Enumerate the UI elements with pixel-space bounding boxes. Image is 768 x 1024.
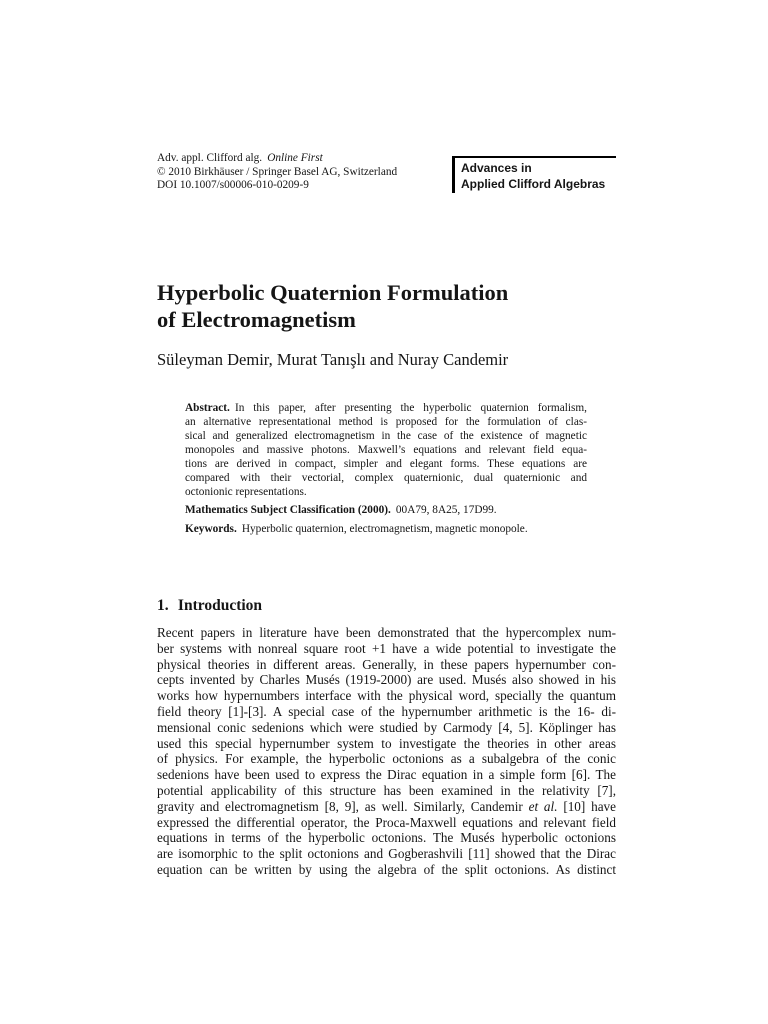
subject-classification [185, 503, 497, 517]
abstract-label: Abstract. [185, 402, 230, 414]
title-line-1: Hyperbolic Quaternion Formulation [157, 280, 509, 305]
body-line: physical theories in different areas. Generally, in these papers hypernumber con- [157, 656, 616, 672]
abstract [185, 401, 587, 499]
body-line: Recent papers in literature have been demonstrated that the hypercomplex num- [157, 625, 616, 640]
body-line: potential applicability of this structure has been examined in the relativity [7], [157, 782, 616, 798]
abstract-text: In this paper, after presenting the hyperbolic quaternion formalism, [234, 402, 587, 414]
journal-name-line-1: Advances in [461, 161, 532, 175]
keywords [185, 522, 528, 536]
abstract-line: an alternative representational method is proposed for the formulation of clas- [185, 416, 587, 428]
journal-abbrev: Adv. appl. Clifford alg. [157, 152, 263, 164]
body-line: cepts invented by Charles Musés (1919-2000) are used. Musés also showed in his [157, 672, 616, 688]
paper-title [157, 279, 508, 333]
body-line: field theory [1]-[3]. A special case of the hypernumber arithmetic is the 16- di- [157, 703, 616, 719]
author-list: Süleyman Demir, Murat Tanışlı and Nuray Candemir [157, 350, 509, 369]
body-text-segment: gravity and electromagnetism [8, 9], as well. Similarly, Candemir [157, 798, 529, 814]
section-heading [157, 597, 262, 615]
section-title: Introduction [177, 597, 263, 614]
msc-label: Mathematics Subject Classification (2000). [185, 504, 391, 516]
abstract-line: compared with their vectorial, complex quaternionic, dual quaternionic and [185, 472, 587, 484]
title-line-2: of Electromagnetism [157, 307, 356, 332]
body-text-segment: [10] have [557, 798, 617, 814]
keywords-label: Keywords. [185, 523, 237, 535]
doi-line: DOI 10.1007/s00006-010-0209-9 [157, 179, 309, 191]
abstract-line: tions are derived in compact, simpler and elegant forms. These equations are [185, 458, 587, 470]
msc-codes: 00A79, 8A25, 17D99. [395, 504, 497, 516]
body-line: equations in terms of the hyperbolic octonions. The Musés hyperbolic octonions [157, 830, 616, 846]
abstract-line: sical and generalized electromagnetism in the case of the existence of magnetic [185, 430, 587, 442]
copyright-line: © 2010 Birkhäuser / Springer Basel AG, Switzerland [157, 165, 398, 178]
body-line: works how hypernumbers interface with the physical word, specially the quantum [157, 688, 616, 704]
running-header [157, 152, 397, 193]
body-line [157, 799, 616, 815]
body-line: expressed the differential operator, the Proca-Maxwell equations and relevant field [157, 814, 616, 830]
body-line: of physics. For example, the hyperbolic octonions as a subalgebra of the conic [157, 751, 616, 767]
body-line: sedenions have been used to express the Dirac equation in a simple form [6]. The [157, 767, 616, 783]
abstract-line: octonionic representations. [185, 486, 307, 498]
journal-citation-line [157, 152, 397, 166]
journal-name-box [452, 156, 616, 193]
body-line: equation can be written by using the algebra of the split octonions. As distinct [157, 861, 616, 877]
body-line: used this special hypernumber system to investigate the theories in other areas [157, 735, 616, 751]
abstract-line [185, 401, 587, 415]
keywords-list: Hyperbolic quaternion, electromagnetism, magnetic monopole. [241, 523, 528, 535]
body-line: mensional conic sedenions which were studied by Carmody [4, 5]. Köplinger has [157, 719, 616, 735]
abstract-line: monopoles and massive photons. Maxwell’s equations and relevant field equa- [185, 444, 587, 456]
body-line: are isomorphic to the split octonions and Gogberashvili [11] showed that the Dirac [157, 846, 616, 862]
section-number: 1. [157, 597, 169, 614]
body-line: ber systems with nonreal square root +1 have a wide potential to investigate the [157, 640, 616, 656]
et-al-italic: et al. [528, 798, 558, 814]
introduction-paragraph [157, 625, 616, 878]
publication-status: Online First [267, 152, 323, 164]
journal-name-line-2: Applied Clifford Algebras [461, 176, 606, 191]
